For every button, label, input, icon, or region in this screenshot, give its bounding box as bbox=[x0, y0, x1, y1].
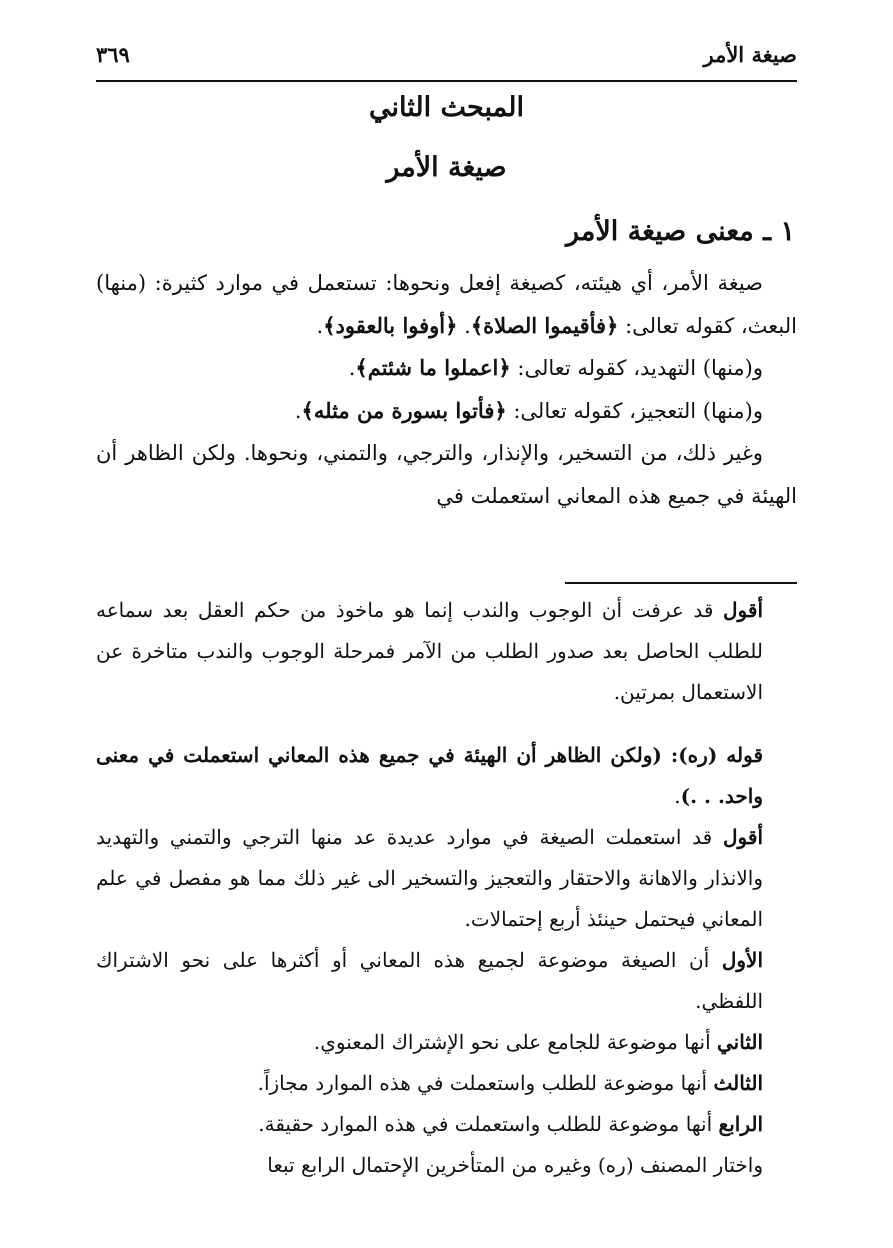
paragraph-tajiz: و(منها) التعجيز، كقوله تعالى: ﴿فأتوا بسورة من مثله﴾. bbox=[294, 397, 763, 423]
note-paragraph: واختار المصنف (ره) وغيره من المتأخرين الإحتمال الرابع تبعا bbox=[267, 1153, 763, 1177]
main-text bbox=[96, 262, 797, 517]
header-rule bbox=[96, 80, 797, 82]
option-third: الثالث أنها موضوعة للطلب واستعملت في هذه الموارد مجازاً. bbox=[257, 1071, 763, 1095]
quran-quote: ﴿فأقيموا الصلاة﴾ bbox=[470, 312, 619, 338]
note-paragraph: أقول قد استعملت الصيغة في موارد عديدة عد منها الترجي والتمني والتهديد والانذار والاهانة والاحتقار والتعجيز والتسخير الى غير ذلك مما هو مفصل في علم المعاني فيحتمل حينئذ أربع إحتمالات. bbox=[96, 825, 763, 931]
section-heading: ١ ـ معنى صيغة الأمر bbox=[566, 216, 795, 247]
page-number: ٣٦٩ bbox=[96, 41, 130, 67]
running-header bbox=[96, 34, 797, 74]
mabhath-title: المبحث الثاني bbox=[369, 92, 524, 123]
note-quote: قوله (ره): (ولكن الظاهر أن الهيئة في جميع هذه المعاني استعملت في معنى واحد. . .). bbox=[96, 743, 763, 808]
note-paragraph: أقول قد عرفت أن الوجوب والندب إنما هو ماخوذ من حكم العقل بعد سماعه للطلب الحاصل بعد صدور الطلب من الآمر فمرحلة الوجوب والندب متاخرة عن الاستعمال بمرتين. bbox=[96, 598, 763, 704]
paragraph-others: وغير ذلك، من التسخير، والإنذار، والترجي، والتمني، ونحوها. ولكن الظاهر أن الهيئة في جميع هذه المعاني استعملت في bbox=[96, 441, 797, 508]
option-first: الأول أن الصيغة موضوعة لجميع هذه المعاني أو أكثرها على نحو الاشتراك اللفظي. bbox=[96, 948, 763, 1013]
commentary-separator bbox=[565, 582, 797, 584]
option-second: الثاني أنها موضوعة للجامع على نحو الإشتراك المعنوي. bbox=[313, 1030, 763, 1054]
paragraph-baath: صيغة الأمر، أي هيئته، كصيغة إفعل ونحوها: تستعمل في موارد كثيرة: (منها) البعث، كقوله تعالى: ﴿فأقيموا الصلاة﴾. ﴿أوفوا بالعقود﴾. bbox=[96, 271, 797, 338]
quran-quote: ﴿أوفوا بالعقود﴾ bbox=[323, 312, 458, 338]
paragraph-tahdid: و(منها) التهديد، كقوله تعالى: ﴿اعملوا ما شئتم﴾. bbox=[348, 355, 763, 380]
commentary-text bbox=[96, 590, 797, 1186]
quran-quote: ﴿فأتوا بسورة من مثله﴾ bbox=[301, 397, 507, 423]
topic-title: صيغة الأمر bbox=[386, 152, 507, 183]
chapter-title: صيغة الأمر bbox=[703, 41, 797, 67]
option-fourth: الرابع أنها موضوعة للطلب واستعملت في هذه الموارد حقيقة. bbox=[258, 1112, 763, 1136]
quran-quote: ﴿اعملوا ما شئتم﴾ bbox=[355, 355, 511, 380]
